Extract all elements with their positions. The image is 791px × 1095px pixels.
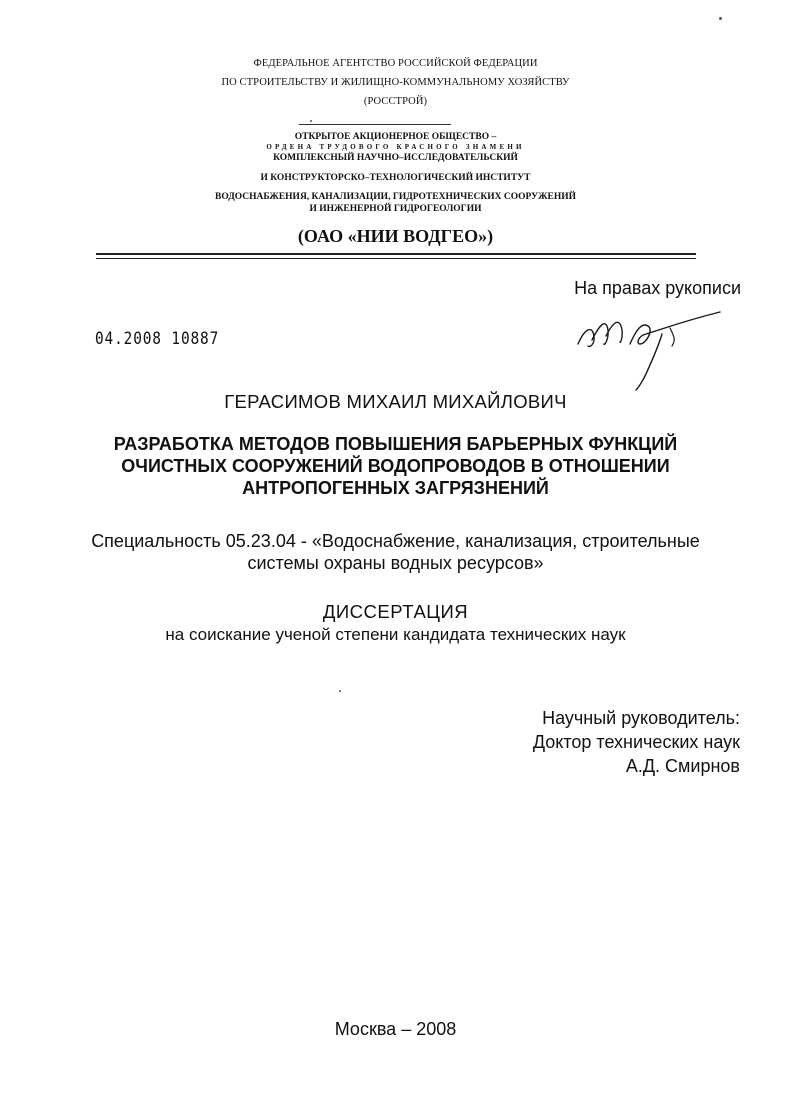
specialty-line-1: Специальность 05.23.04 - «Водоснабжение, канализация, строительные xyxy=(91,531,700,551)
scan-speck xyxy=(339,690,341,692)
header-divider-short xyxy=(299,124,451,125)
specialty xyxy=(0,530,791,574)
title-line-1: РАЗРАБОТКА МЕТОДОВ ПОВЫШЕНИЯ БАРЬЕРНЫХ ФУНКЦИЙ xyxy=(113,434,678,454)
handwritten-signature-icon xyxy=(570,300,730,395)
document-type: ДИССЕРТАЦИЯ xyxy=(322,601,469,622)
organization-block-top xyxy=(0,131,791,164)
supervisor-block xyxy=(533,706,740,778)
title-line-2: ОЧИСТНЫХ СООРУЖЕНИЙ ВОДОПРОВОДОВ В ОТНОШЕНИИ xyxy=(121,456,670,476)
organization-block-middle xyxy=(0,172,791,184)
agency-line-1: ФЕДЕРАЛЬНОЕ АГЕНТСТВО РОССИЙСКОЙ ФЕДЕРАЦИИ xyxy=(253,58,538,69)
supervisor-label: Научный руководитель: xyxy=(542,708,740,728)
org-line-1: ОТКРЫТОЕ АКЦИОНЕРНОЕ ОБЩЕСТВО – xyxy=(294,132,497,142)
agency-abbreviation: (РОССТРОЙ) xyxy=(363,96,428,107)
org-line-3: КОМПЛЕКСНЫЙ НАУЧНО–ИССЛЕДОВАТЕЛЬСКИЙ xyxy=(273,153,518,163)
org-line-5: ВОДОСНАБЖЕНИЯ, КАНАЛИЗАЦИИ, ГИДРОТЕХНИЧЕСКИХ СООРУЖЕНИЙ xyxy=(214,192,576,202)
scan-speck xyxy=(719,17,722,20)
org-line-2: ОРДЕНА ТРУДОВОГО КРАСНОГО ЗНАМЕНИ xyxy=(266,143,525,151)
dissertation-title xyxy=(0,433,791,499)
organization-block-bottom xyxy=(0,191,791,215)
specialty-line-2: системы охраны водных ресурсов» xyxy=(247,553,544,573)
supervisor-degree: Доктор технических наук xyxy=(532,732,740,752)
title-line-3: АНТРОПОГЕННЫХ ЗАГРЯЗНЕНИЙ xyxy=(242,478,549,498)
org-line-4: И КОНСТРУКТОРСКО–ТЕХНОЛОГИЧЕСКИЙ ИНСТИТУТ xyxy=(260,173,531,183)
registration-number-stamp: 04.2008 10887 xyxy=(95,329,220,349)
supervisor-name: А.Д. Смирнов xyxy=(625,756,740,776)
city-and-year: Москва – 2008 xyxy=(334,1019,457,1039)
header-divider-thin xyxy=(96,258,696,259)
header-divider-thick xyxy=(96,253,696,255)
scan-speck xyxy=(310,120,312,122)
agency-block xyxy=(0,54,791,111)
organization-short-name: (ОАО «НИИ ВОДГЕО») xyxy=(297,226,494,246)
org-line-6: И ИНЖЕНЕРНОЙ ГИДРОГЕОЛОГИИ xyxy=(309,204,482,214)
rights-note: На правах рукописи xyxy=(574,278,741,298)
agency-line-2: ПО СТРОИТЕЛЬСТВУ И ЖИЛИЩНО-КОММУНАЛЬНОМУ ХОЗЯЙСТВУ xyxy=(221,77,570,88)
degree-statement: на соискание ученой степени кандидата технических наук xyxy=(165,625,626,644)
author-name: ГЕРАСИМОВ МИХАИЛ МИХАЙЛОВИЧ xyxy=(224,391,567,412)
